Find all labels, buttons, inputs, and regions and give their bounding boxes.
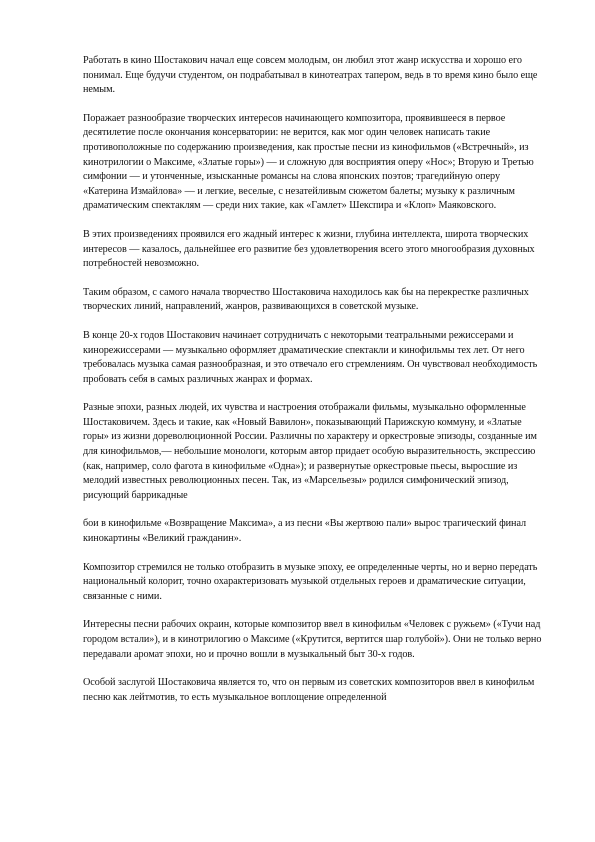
paragraph-3: В этих произведениях проявился его жадный интерес к жизни, глубина интеллекта, широта творческих интересов — казалось, дальнейшее его развитие без удовлетворения всего этого многообразия духовных потребностей невозможно.	[83, 228, 535, 270]
paragraph-5: В конце 20-х годов Шостакович начинает сотрудничать с некоторыми театральными режиссерами и кинорежиссерами — музыкально оформляет драматические спектакли и кинофильмы тех лет. От него требовалась музыка самая разнообразная, и это отвечало его стремлениям. Он чувствовал необходимость пробовать себя в самых различных жанрах и формах.	[83, 329, 538, 385]
paragraph-9: Интересны песни рабочих окраин, которые композитор ввел в кинофильм «Человек с ружьем» («Тучи над городом встали»), и в кинотрилогию о Максиме («Крутится, вертится шар голубой»). Они не только верно передавали аромат эпохи, но и прочно вошли в музыкальный быт 30-х годов.	[83, 619, 542, 660]
document-body	[83, 54, 546, 719]
paragraph-1: Работать в кино Шостакович начал еще совсем молодым, он любил этот жанр искусства и хорошо его понимал. Еще будучи студентом, он подрабатывал в кинотеатрах тапером, ведь в то время кино было еще немым.	[83, 55, 538, 96]
paragraph-2: Поражает разнообразие творческих интересов начинающего композитора, проявившееся в первое десятилетие после окончания консерватории: не верится, как мог один человек написать такие противоположные по содержанию произведения, как простые песни из кинофильмов («Встречный», из кинотрилогии о Максиме, «Златые горы») — и сложную для восприятия оперу «Нос»; Вторую и Третью симфонии — и утонченные, изысканные романсы на слова японских поэтов; трагедийную оперу «Катерина Измайлова» — и легкие, веселые, с незатейливым сюжетом балеты; музыку к различным драматическим спектаклям — среди них такие, как «Гамлет» Шекспира и «Клоп» Маяковского.	[83, 112, 534, 212]
paragraph-8: Композитор стремился не только отобразить в музыке эпоху, ее определенные черты, но и верно передать национальный колорит, точно охарактеризовать музыкой отдельных героев и драматические ситуации, связанные с ними.	[83, 561, 538, 602]
paragraph-7: бои в кинофильме «Возвращение Максима», а из песни «Вы жертвою пали» вырос трагический финал кинокартины «Великий гражданин».	[83, 518, 527, 545]
paragraph-10: Особой заслугой Шостаковича является то, что он первым из советских композиторов ввел в кинофильм песню как лейтмотив, то есть музыкальное воплощение определенной	[83, 677, 535, 703]
paragraph-6: Разные эпохи, разных людей, их чувства и настроения отображали фильмы, музыкально оформленные Шостаковичем. Здесь и такие, как «Новый Вавилон», показывающий Парижскую коммуну, и «Златые горы» из жизни дореволюционной России. Различны по характеру и оркестровые эпизоды, созданные им для кинофильмов,— небольшие монологи, которым автор придает особую выразительность, экспрессию (как, например, соло фагота в кинофильме «Одна»); и развернутые оркестровые пьесы, выросшие из мелодий известных революционных песен. Так, из «Марсельезы» родился симфонический эпизод, рисующий баррикадные	[83, 402, 537, 501]
paragraph-4: Таким образом, с самого начала творчество Шостаковича находилось как бы на перекрестке различных творческих линий, направлений, жанров, развивающихся в советской музыке.	[83, 286, 529, 313]
